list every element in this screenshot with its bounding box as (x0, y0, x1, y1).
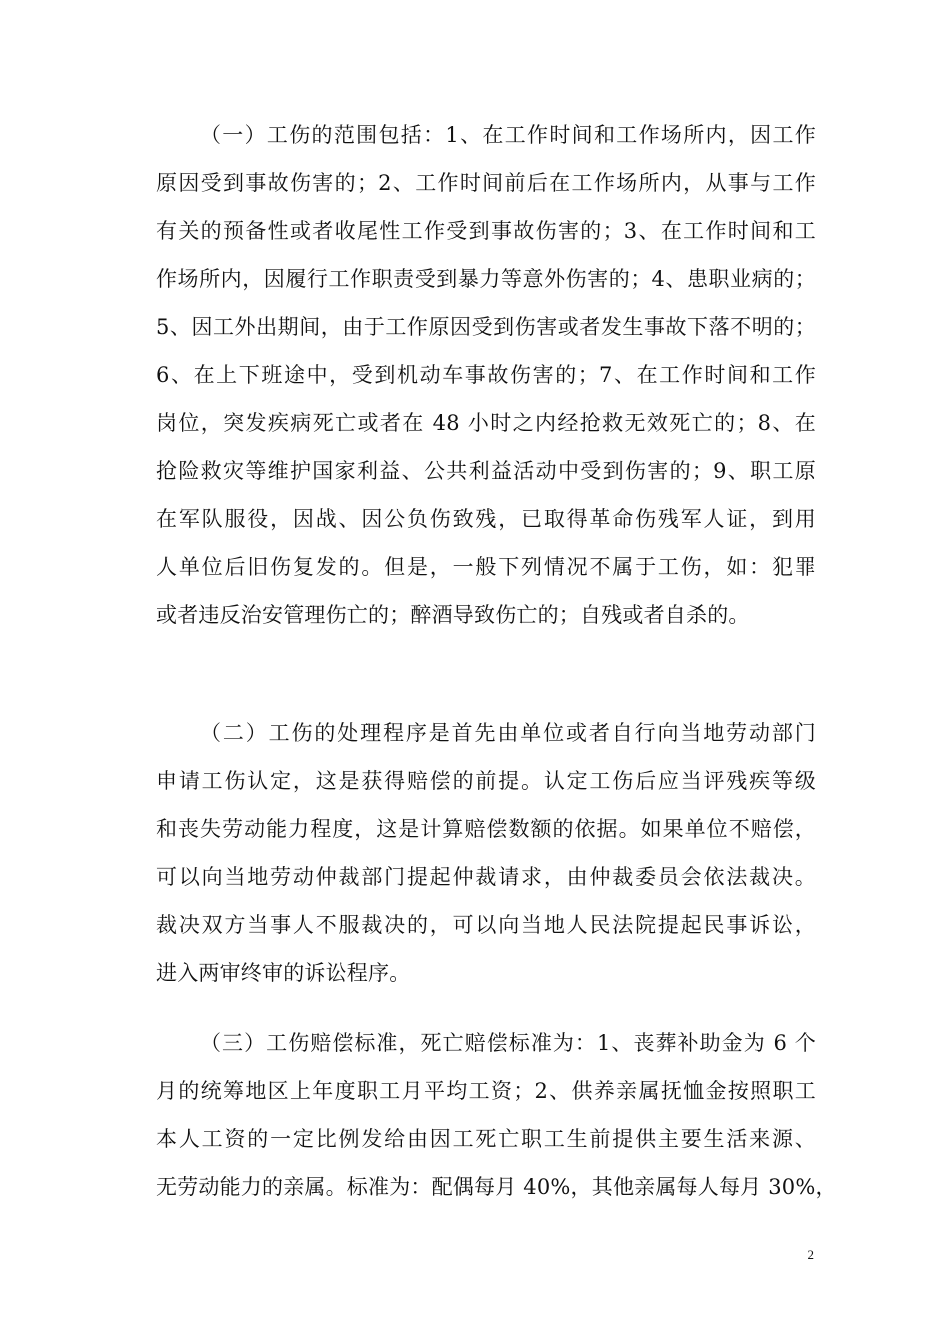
text-line: 有关的预备性或者收尾性工作受到事故伤害的；3、在工作时间和工 (156, 219, 816, 243)
text-line: 5、因工外出期间，由于工作原因受到伤害或者发生事故下落不明的； (156, 315, 816, 339)
text-line: 抢险救灾等维护国家利益、公共利益活动中受到伤害的；9、职工原 (156, 459, 816, 483)
text-line: （一）工伤的范围包括：1、在工作时间和工作场所内，因工作 (200, 123, 816, 147)
text-line: 人单位后旧伤复发的。但是，一般下列情况不属于工伤，如：犯罪 (156, 555, 816, 579)
text-line: 在军队服役，因战、因公负伤致残，已取得革命伤残军人证，到用 (156, 507, 816, 531)
text-line: 作场所内，因履行工作职责受到暴力等意外伤害的；4、患职业病的； (156, 267, 816, 291)
text-line: 6、在上下班途中，受到机动车事故伤害的；7、在工作时间和工作 (156, 363, 816, 387)
paragraph-handling-procedure (156, 709, 816, 997)
page-number: 2 (807, 1247, 814, 1262)
text-line: 原因受到事故伤害的；2、工作时间前后在工作场所内，从事与工作 (156, 171, 816, 195)
text-line: 本人工资的一定比例发给由因工死亡职工生前提供主要生活来源、 (156, 1127, 816, 1151)
paragraph-compensation-standard (156, 1019, 837, 1211)
text-line: （二）工伤的处理程序是首先由单位或者自行向当地劳动部门 (200, 721, 816, 745)
text-line: 和丧失劳动能力程度，这是计算赔偿数额的依据。如果单位不赔偿， (156, 817, 816, 841)
text-line: （三）工伤赔偿标准，死亡赔偿标准为：1、丧葬补助金为 6 个 (200, 1031, 816, 1055)
text-line: 可以向当地劳动仲裁部门提起仲裁请求，由仲裁委员会依法裁决。 (156, 865, 816, 889)
paragraph-work-injury-scope (156, 111, 816, 639)
text-line: 裁决双方当事人不服裁决的，可以向当地人民法院提起民事诉讼， (156, 913, 816, 937)
text-line: 月的统筹地区上年度职工月平均工资；2、供养亲属抚恤金按照职工 (156, 1079, 816, 1103)
text-line: 无劳动能力的亲属。标准为：配偶每月 40%，其他亲属每人每月 30%， (156, 1175, 837, 1199)
text-line: 进入两审终审的诉讼程序。 (156, 961, 411, 985)
text-line: 申请工伤认定，这是获得赔偿的前提。认定工伤后应当评残疾等级 (156, 769, 816, 793)
text-line: 或者违反治安管理伤亡的；醉酒导致伤亡的；自残或者自杀的。 (156, 603, 750, 627)
text-line: 岗位，突发疾病死亡或者在 48 小时之内经抢救无效死亡的；8、在 (156, 411, 816, 435)
